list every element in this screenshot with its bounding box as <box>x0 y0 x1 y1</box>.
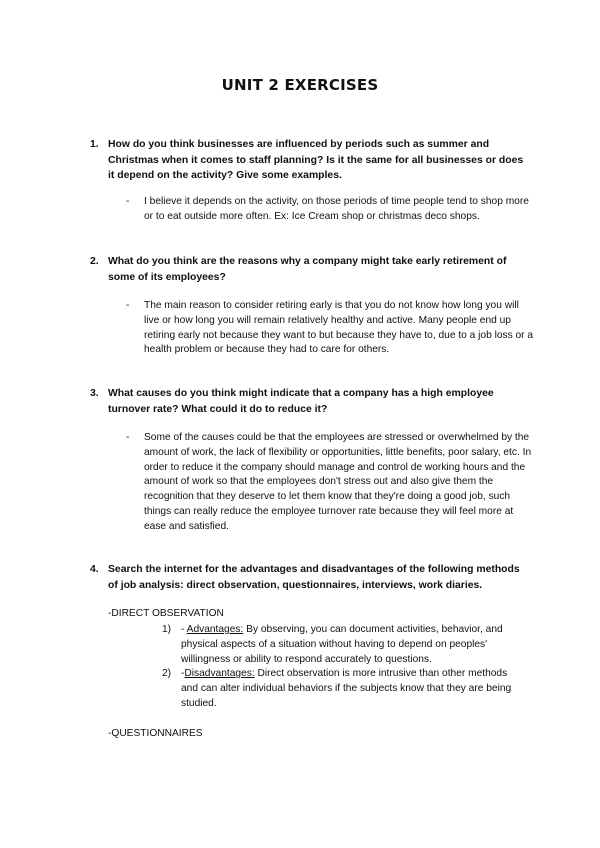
question-2 <box>90 254 530 285</box>
item-prefix: - <box>181 624 187 635</box>
answer-3 <box>126 431 536 535</box>
list-marker: 2) <box>162 668 172 679</box>
question-number: 2. <box>90 256 99 267</box>
section-heading-direct-observation: -DIRECT OBSERVATION <box>108 608 224 619</box>
item-prefix: - <box>181 668 185 679</box>
question-3 <box>90 386 530 417</box>
advantages-label: Advantages: <box>186 624 244 635</box>
question-number: 3. <box>90 388 99 399</box>
item-text: By observing, you can document activities, behavior, and physical aspects of a situation without having to depend on peoples' willingness or ability to respond accurately to questions. <box>181 624 503 665</box>
section-heading-questionnaires: -QUESTIONNAIRES <box>108 728 203 739</box>
bullet-dash: - <box>126 300 130 311</box>
question-4 <box>90 562 530 593</box>
answer-text: Some of the causes could be that the employees are stressed or overwhelmed by the amount of work, the lack of flexibility or opportunities, little benefits, poor salary, etc. In order to reduce it the company should manage and control de working hours and the amount of work so that the employees don't stress out and also give them the recognition that they deserve to let them know that they're doing a good job, such things can really reduce the employee turnover rate because they will feel more at ease and satisfied. <box>144 432 532 532</box>
item-text: Direct observation is more intrusive than other methods and can alter individual behaviors if the subjects know that they are being studied. <box>181 668 512 709</box>
answer-1 <box>126 195 536 225</box>
bullet-dash: - <box>126 196 130 207</box>
list-item-disadvantages <box>162 667 522 711</box>
question-text: What do you think are the reasons why a company might take early retirement of some of its employees? <box>108 256 507 283</box>
question-1 <box>90 137 530 184</box>
question-text: Search the internet for the advantages and disadvantages of the following methods of job analysis: direct observation, questionnaires, interviews, work diaries. <box>108 564 520 591</box>
page-title: UNIT 2 EXERCISES <box>221 76 379 94</box>
question-number: 4. <box>90 564 99 575</box>
list-item-advantages <box>162 623 522 667</box>
question-text: How do you think businesses are influenced by periods such as summer and Christmas when it comes to staff planning? Is it the same for all businesses or does it depend on the activity? Give some examples. <box>108 139 524 181</box>
answer-text: I believe it depends on the activity, on those periods of time people tend to shop more or to eat outside more often. Ex: Ice Cream shop or christmas deco shops. <box>144 196 529 222</box>
question-number: 1. <box>90 139 99 150</box>
answer-2 <box>126 299 536 358</box>
list-marker: 1) <box>162 624 172 635</box>
question-text: What causes do you think might indicate that a company has a high employee turnover rate? What could it do to reduce it? <box>108 388 494 415</box>
disadvantages-label: Disadvantages: <box>184 668 255 679</box>
answer-text: The main reason to consider retiring early is that you do not know how long you will live or how long you will remain relatively healthy and active. Many people end up retiring early not because they want to but because they have to, due to a job loss or a health problem or because they had to care for others. <box>144 300 534 356</box>
bullet-dash: - <box>126 432 130 443</box>
